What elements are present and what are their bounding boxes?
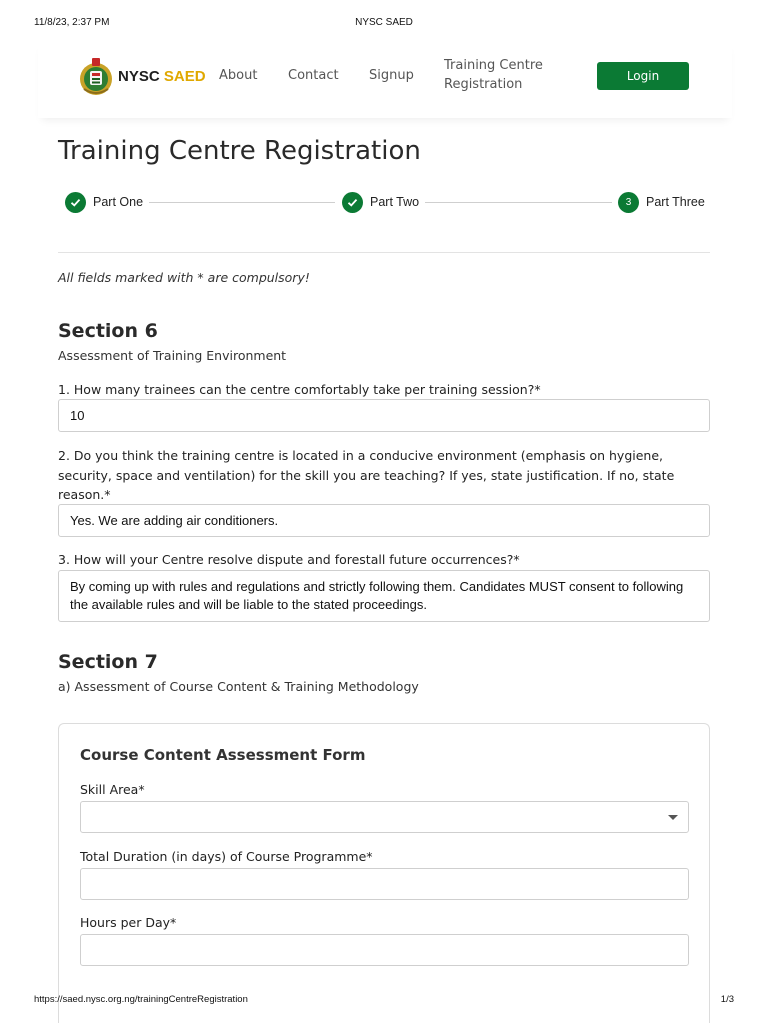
step-three-label: Part Three	[646, 195, 705, 209]
nav-link-signup[interactable]: Signup	[369, 68, 414, 83]
print-page-number: 1/3	[720, 994, 734, 1005]
section-7-subtitle: a) Assessment of Course Content & Training Methodology	[58, 679, 419, 694]
divider	[58, 252, 710, 253]
step-two-label: Part Two	[370, 195, 420, 209]
step-one-label: Part One	[93, 195, 144, 209]
nav-link-training-line2: Registration	[444, 77, 523, 92]
skill-area-label: Skill Area*	[80, 782, 145, 797]
brand-accent: SAED	[163, 68, 206, 85]
nav-link-training-line1: Training Centre	[444, 58, 543, 73]
login-button[interactable]: Login	[597, 62, 689, 90]
nav-link-contact[interactable]: Contact	[288, 68, 339, 83]
question-1-label: 1. How many trainees can the centre comfortably take per training session?*	[58, 382, 541, 397]
brand-main: NYSC	[118, 68, 160, 85]
print-datetime: 11/8/23, 2:37 PM	[34, 17, 110, 28]
section-6-subtitle: Assessment of Training Environment	[58, 348, 287, 363]
step-connector-2	[425, 202, 612, 203]
compulsory-note: All fields marked with * are compulsory!	[58, 270, 310, 285]
chevron-down-icon	[668, 815, 678, 820]
duration-label: Total Duration (in days) of Course Programme*	[80, 849, 373, 864]
navbar	[38, 40, 732, 118]
nav-link-training-centre-registration[interactable]	[444, 56, 543, 94]
question-3-label: 3. How will your Centre resolve dispute and forestall future occurrences?*	[58, 552, 520, 567]
dispute-resolution-textarea[interactable]: By coming up with rules and regulations and strictly following them. Candidates MUST consent to following the available rules and will be liable to the stated proceedings.	[58, 570, 710, 622]
step-three-number: 3	[618, 192, 639, 213]
question-2-label: 2. Do you think the training centre is located in a conducive environment (emphasis on hygiene, security, space and ventilation) for the skill you are teaching? If yes, state justification. If no, state reason.*	[58, 448, 675, 502]
print-doc-title: NYSC SAED	[355, 17, 413, 28]
brand-name[interactable]	[118, 68, 206, 85]
hours-per-day-input[interactable]	[80, 934, 689, 966]
trainees-per-session-input[interactable]: 10	[58, 399, 710, 432]
hours-per-day-label: Hours per Day*	[80, 915, 177, 930]
step-one-check-icon	[65, 192, 86, 213]
step-two-check-icon	[342, 192, 363, 213]
step-connector-1	[149, 202, 335, 203]
page-title: Training Centre Registration	[58, 136, 421, 166]
course-content-form-title: Course Content Assessment Form	[80, 746, 366, 764]
duration-input[interactable]	[80, 868, 689, 900]
course-content-form-card	[58, 723, 710, 1023]
progress-stepper	[58, 190, 710, 216]
section-7-title: Section 7	[58, 651, 158, 673]
nav-link-about[interactable]: About	[219, 68, 258, 83]
nysc-logo-icon[interactable]	[78, 56, 114, 96]
skill-area-select[interactable]	[80, 801, 689, 833]
section-6-title: Section 6	[58, 320, 158, 342]
environment-justification-input[interactable]: Yes. We are adding air conditioners.	[58, 504, 710, 537]
print-url: https://saed.nysc.org.ng/trainingCentreRegistration	[34, 994, 248, 1005]
